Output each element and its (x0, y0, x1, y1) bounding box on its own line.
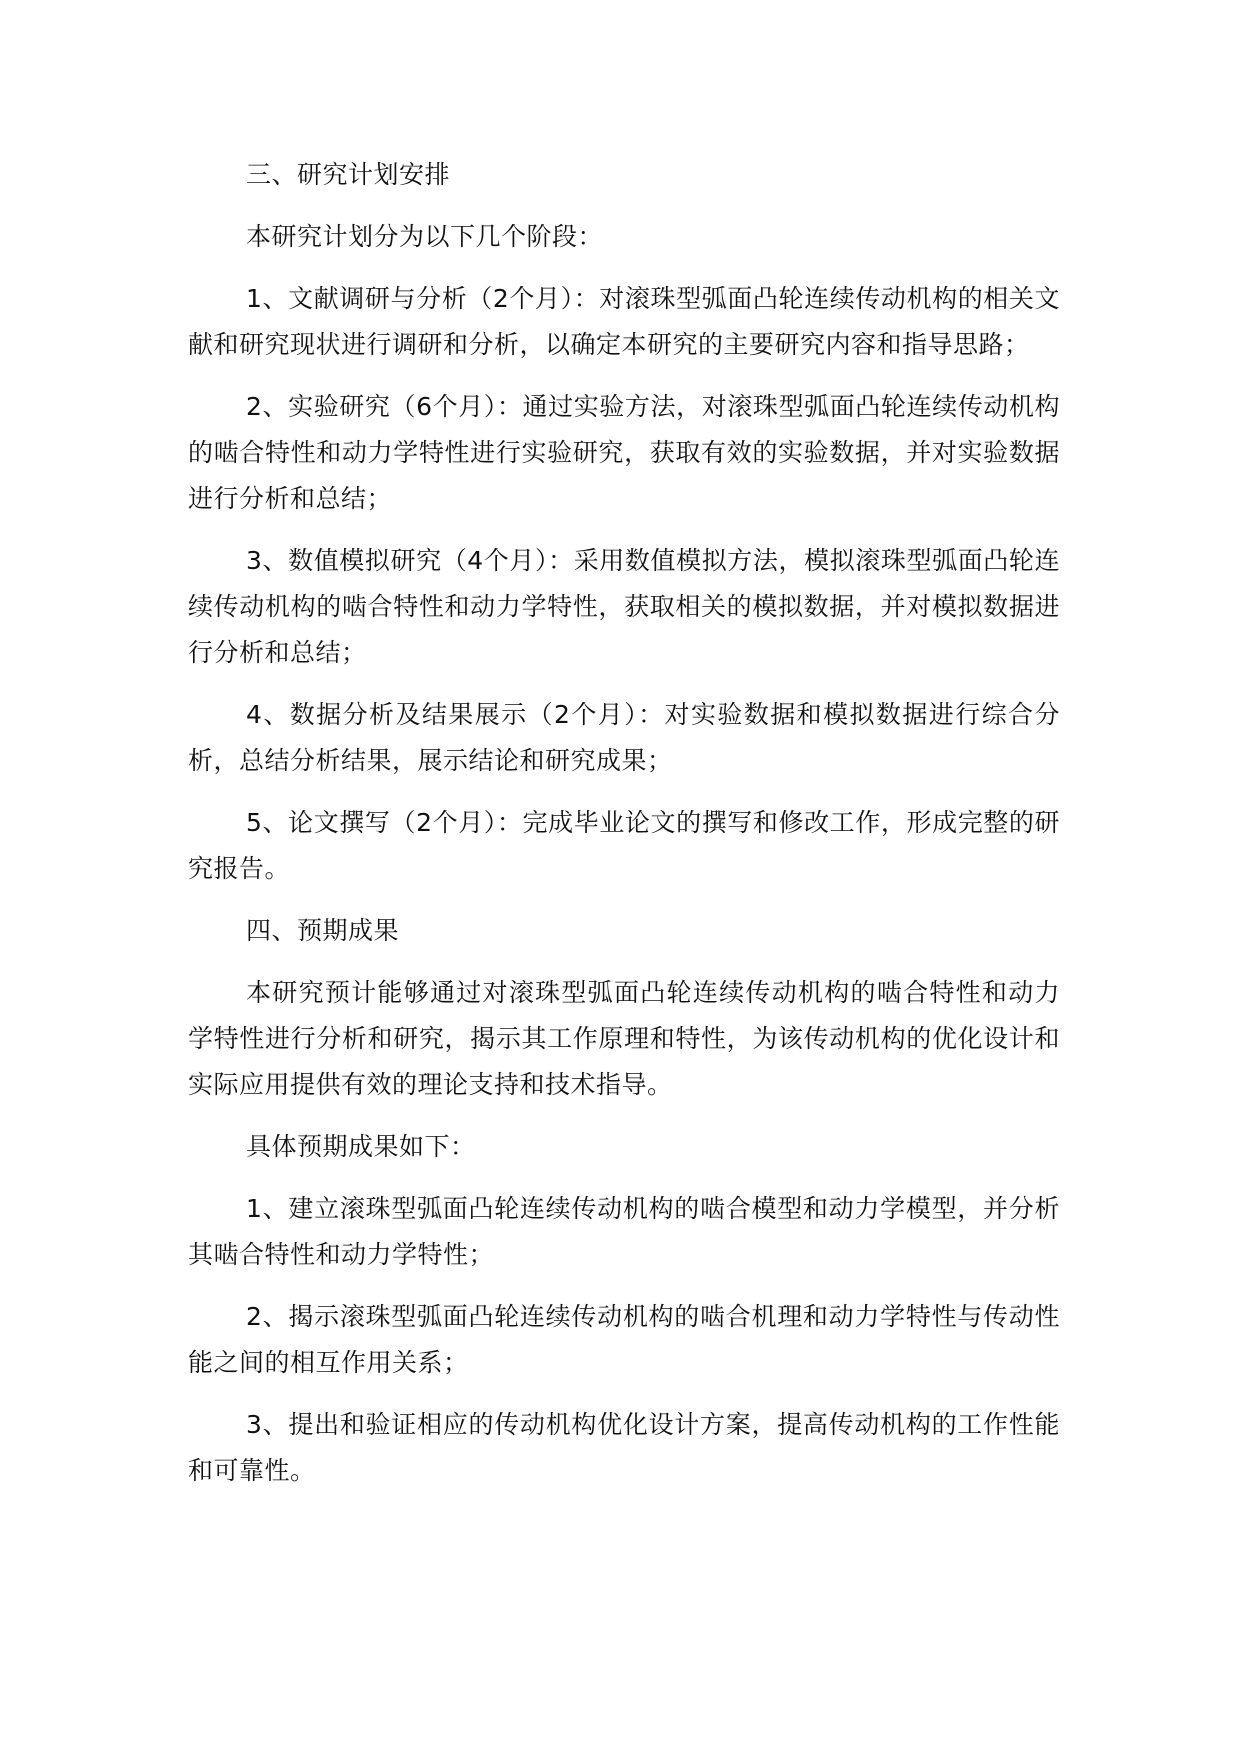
plan-item-5: 5、论文撰写（2个月）：完成毕业论文的撰写和修改工作，形成完整的研究报告。 (188, 808, 1060, 883)
result-item-1: 1、建立滚珠型弧面凸轮连续传动机构的啮合模型和动力学模型，并分析其啮合特性和动力学特性； (188, 1194, 1060, 1269)
result-item-3: 3、提出和验证相应的传动机构优化设计方案，提高传动机构的工作性能和可靠性。 (188, 1410, 1060, 1485)
plan-item-2: 2、实验研究（6个月）：通过实验方法，对滚珠型弧面凸轮连续传动机构的啮合特性和动力学特性进行实验研究，获取有效的实验数据，并对实验数据进行分析和总结； (188, 392, 1060, 513)
result-item-2: 2、揭示滚珠型弧面凸轮连续传动机构的啮合机理和动力学特性与传动性能之间的相互作用关系； (188, 1302, 1060, 1377)
plan-item-3: 3、数值模拟研究（4个月）：采用数值模拟方法，模拟滚珠型弧面凸轮连续传动机构的啮合特性和动力学特性，获取相关的模拟数据，并对模拟数据进行分析和总结； (188, 546, 1060, 667)
section-heading-research-plan: 三、研究计划安排 (246, 160, 451, 189)
paragraph-plan-intro: 本研究计划分为以下几个阶段： (246, 222, 604, 251)
document-body (188, 152, 1060, 1494)
plan-item-1: 1、文献调研与分析（2个月）：对滚珠型弧面凸轮连续传动机构的相关文献和研究现状进行调研和分析，以确定本研究的主要研究内容和指导思路； (188, 284, 1060, 359)
paragraph-results-summary: 本研究预计能够通过对滚珠型弧面凸轮连续传动机构的啮合特性和动力学特性进行分析和研究，揭示其工作原理和特性，为该传动机构的优化设计和实际应用提供有效的理论支持和技术指导。 (188, 978, 1060, 1099)
paragraph-results-intro: 具体预期成果如下： (246, 1132, 476, 1161)
plan-item-4: 4、数据分析及结果展示（2个月）：对实验数据和模拟数据进行综合分析，总结分析结果，展示结论和研究成果； (188, 700, 1060, 775)
section-heading-expected-results: 四、预期成果 (246, 916, 400, 945)
